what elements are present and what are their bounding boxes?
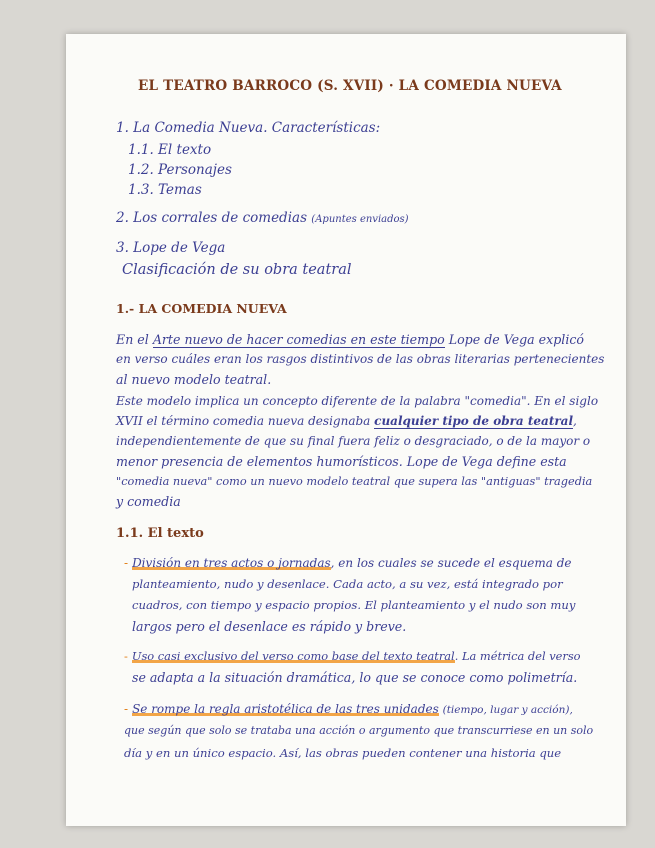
section-heading-1: 1.- LA COMEDIA NUEVA xyxy=(116,301,287,316)
paragraph-1-line-1 xyxy=(116,332,584,347)
bullet-3-line-3: día y en un único espacio. Así, las obras pueden contener una historia que xyxy=(124,746,562,760)
bullet-2-highlight: Uso casi exclusivo del verso como base del texto teatral xyxy=(131,649,455,663)
bullet-1-line-3: cuadros, con tiempo y espacio propios. El planteamiento y el nudo son muy xyxy=(132,598,576,612)
section-heading-1-1: 1.1. El texto xyxy=(116,526,204,541)
p1-l1-post: Lope de Vega explicó xyxy=(448,332,584,347)
paragraph-1-line-3: al nuevo modelo teatral. xyxy=(116,372,272,387)
bullet-1-highlight: División en tres actos o jornadas xyxy=(132,556,331,570)
bullet-3-line-2: que según que solo se trataba una acción o argumento que transcurriese en un solo xyxy=(124,724,594,737)
page-title: EL TEATRO BARROCO (S. XVII) · LA COMEDIA NUEVA xyxy=(138,78,562,94)
bullet-3-highlight: Se rompe la regla aristotélica de las tres unidades xyxy=(132,702,439,716)
paragraph-2-line-5: "comedia nueva" como un nuevo modelo teatral que supera las "antiguas" tragedia xyxy=(116,475,593,488)
bullet-2-line-1 xyxy=(124,649,581,663)
toc-subitem-2: 1.2. Personajes xyxy=(128,162,232,178)
bullet-3-post: (tiempo, lugar y acción), xyxy=(442,704,573,716)
bullet-1-post: , en los cuales se sucede el esquema de xyxy=(330,556,572,570)
bullet-1-line-4: largos pero el desenlace es rápido y breve. xyxy=(132,619,407,634)
toc-item-2-note: (Apuntes enviados) xyxy=(311,214,409,225)
notebook-page xyxy=(66,34,626,826)
paragraph-1-line-2: en verso cuáles eran los rasgos distintivos de las obras literarias pertenecientes xyxy=(116,352,605,366)
p2-l2-underlined: cualquier tipo de obra teatral xyxy=(374,414,574,428)
bullet-1-line-2: planteamiento, nudo y desenlace. Cada acto, a su vez, está integrado por xyxy=(132,577,563,591)
bullet-1-dash: - xyxy=(124,556,129,570)
arte-nuevo-title: Arte nuevo de hacer comedias en este tiempo xyxy=(152,332,445,347)
paragraph-2-line-4: menor presencia de elementos humorísticos. Lope de Vega define esta xyxy=(116,454,567,469)
bullet-3-line-1 xyxy=(124,702,573,716)
bullet-2-dash: - xyxy=(124,649,128,663)
p1-l1-pre: En el xyxy=(116,332,149,347)
toc-item-2 xyxy=(116,210,409,226)
p2-l2-pre: XVII el término comedia nueva designaba xyxy=(116,414,371,428)
toc-item-3-sub: Clasificación de su obra teatral xyxy=(122,262,352,278)
toc-item-3: 3. Lope de Vega xyxy=(116,240,226,256)
paragraph-2-line-1: Este modelo implica un concepto diferente de la palabra "comedia". En el siglo xyxy=(116,394,599,408)
paragraph-2-line-6: y comedia xyxy=(116,494,181,509)
toc-subitem-1: 1.1. El texto xyxy=(128,142,212,158)
toc-item-1: 1. La Comedia Nueva. Características: xyxy=(116,120,381,136)
paragraph-2-line-2 xyxy=(116,414,577,428)
bullet-3-dash: - xyxy=(124,702,129,716)
toc-item-2-label: 2. Los corrales de comedias xyxy=(116,210,307,226)
toc-subitem-3: 1.3. Temas xyxy=(128,182,202,198)
bullet-1-line-1 xyxy=(124,556,572,570)
bullet-2-post: . La métrica del verso xyxy=(454,649,581,663)
bullet-2-line-2: se adapta a la situación dramática, lo que se conoce como polimetría. xyxy=(132,670,578,685)
paragraph-2-line-3: independientemente de que su final fuera feliz o desgraciado, o de la mayor o xyxy=(116,434,591,448)
p2-l2-post: , xyxy=(573,414,577,428)
